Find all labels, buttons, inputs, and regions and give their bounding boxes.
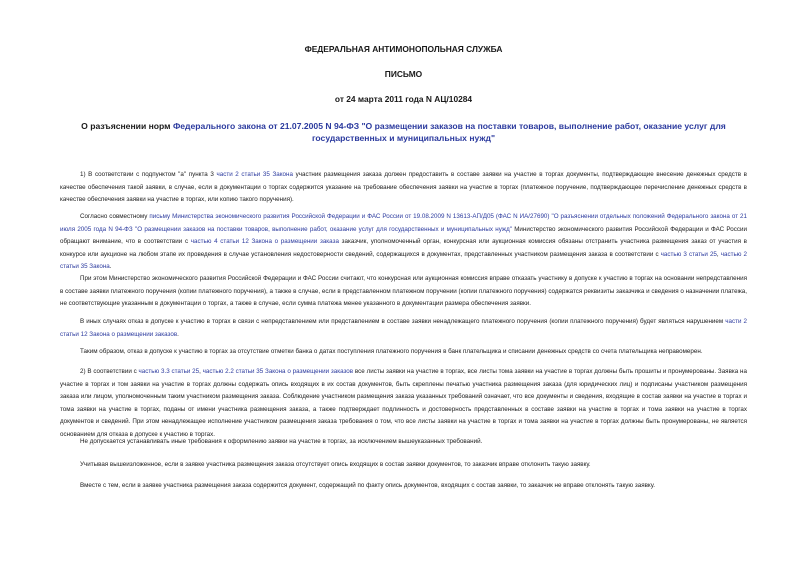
paragraph-7: Не допускается устанавливать иные требования к оформлению заявки на участие в торгах, за исключением вышеуказанных требований. bbox=[80, 438, 483, 445]
paragraph-1 bbox=[60, 169, 747, 207]
law-link[interactable]: части 2 статьи 12 Закона о размещении заказов bbox=[60, 318, 747, 338]
text: , bbox=[199, 368, 203, 375]
law-link[interactable]: частью 3.3 статьи 25 bbox=[138, 368, 200, 375]
law-link[interactable]: частью 2.2 статьи 35 Закона о размещении заказов bbox=[202, 368, 354, 375]
document-date-number: от 24 марта 2011 года N АЦ/10284 bbox=[334, 94, 473, 104]
agency-heading: ФЕДЕРАЛЬНАЯ АНТИМОНОПОЛЬНАЯ СЛУЖБА bbox=[304, 44, 503, 54]
paragraph-8: Учитывая вышеизложенное, если в заявке участника размещения заказа отсутствует опись входящих в состав заявки документов, то заказчик вправе отклонить такую заявку. bbox=[80, 461, 591, 468]
document-title bbox=[60, 120, 747, 144]
paragraph-3: При этом Министерство экономического развития Российской Федерации и ФАС России считают, что конкурсная или аукционная комиссия вправе отказать участнику в допуске к участию в торгах на основании непредставления в составе заявки платежного поручения (копии платежного поручения), а также в случае, если в представленном платежном поручении (копии платежного поручения) содержатся реквизиты заказчика и сведения о назначении платежа, не соответствующие указанным в документации о торгах, а также в случае, если сумма платежа менее указанного в документации размера обеспечения заявки. bbox=[60, 275, 747, 308]
paragraph-2 bbox=[60, 211, 747, 274]
law-link[interactable]: частью 2 статьи 35 Закона bbox=[60, 250, 747, 271]
title-law-link[interactable]: Федерального закона от 21.07.2005 N 94-ФЗ "О размещении заказов на поставки товаров, выполнение работ, оказание услуг для государственных и муниципальных нужд" bbox=[172, 121, 726, 143]
law-link[interactable]: части 2 статьи 35 Закона bbox=[216, 171, 293, 178]
text: . bbox=[177, 330, 179, 338]
title-prefix: О разъяснении норм bbox=[81, 121, 173, 131]
text: 1) В соответствии с подпунктом "а" пункта 3 bbox=[80, 171, 217, 178]
paragraph-6 bbox=[60, 366, 747, 442]
paragraph-4 bbox=[60, 316, 747, 341]
text: участник размещения заказа должен предоставить в составе заявки на участие в торгах документы, подтверждающие внесение денежных средств в качестве обеспечения такой заявки, в случае, если в документации о торгах содержится указание на требование обеспечения заявки на участие в торгах (платежное поручение, подтверждающее перечисление денежных средств в качестве обеспечения заявки на участие в торгах, или копию такого поручения). bbox=[60, 171, 747, 204]
paragraph-5: Таким образом, отказ в допуске к участию в торгах за отсутствие отметки банка о датах поступления платежного поручения в банк плательщика и списании денежных средств со счета плательщика неправомерен. bbox=[80, 348, 703, 355]
text: 2) В соответствии с bbox=[80, 368, 139, 375]
document-type: ПИСЬМО bbox=[384, 69, 423, 79]
text: . bbox=[109, 263, 112, 271]
law-link[interactable]: частью 4 статьи 12 Закона о размещении заказа bbox=[190, 238, 339, 246]
text: Министерство экономического развития Российской Федерации и ФАС России обращают внимание, что в соответствии с bbox=[60, 225, 747, 246]
text: все листы заявки на участие в торгах, все листы тома заявки на участие в торгах должны быть прошиты и пронумерованы. Заявка на участие в торгах и том заявки на участие в торгах должны содержать опись входящих в их состав документов, быть скреплены печатью участника размещения заказа (для юридических лиц) и подписаны участником размещения заказа или лицом, уполномоченным таким участником размещения заказа. Соблюдение участником размещения заказа указанных требований означает, что все документы и сведения, входящие в состав заявки на участие в торгах и тома заявки на участие в торгах, поданы от имени участника размещения заказа, а также подтверждает подлинность и достоверность представленных в составе заявки на участие в торгах и тома заявки на участие в торгах документов и сведений. При этом ненадлежащее исполнение участником размещения заказа требования о том, что все листы заявки на участие в торгах и тома заявки на участие в торгах должны быть пронумерованы, не является основанием для отказа в допуске к участию в торгах. bbox=[60, 368, 747, 438]
paragraph-9: Вместе с тем, если в заявке участника размещения заказа содержится документ, содержащий по факту опись документов, входящих с состав заявки, то заказчик не вправе отклонять такую заявку. bbox=[80, 482, 655, 489]
letter-link[interactable]: письму Министерства экономического развития Российской Федерации и ФАС России от 19.08.2009 N 13613-АП/Д05 (ФАС N ИА/27690) "О разъяснении отдельных положений Федерального закона от 21 июля 2005 года N 94-ФЗ "О размещении заказов на поставки товаров, выполнение работ, оказание услуг для государственных и муниципальных нужд" bbox=[60, 213, 747, 233]
law-link[interactable]: частью 3 статьи 25 bbox=[660, 250, 717, 258]
text: , bbox=[716, 250, 721, 258]
text: В иных случаях отказ в допуске к участию в торгах в связи с непредставлением или представлением в составе заявки ненадлежащего платежного поручения (копии платежного поручения) будет являться нарушением bbox=[80, 318, 726, 325]
text: Согласно совместному bbox=[80, 213, 150, 220]
text: заказчик, уполномоченный орган, конкурсная или аукционная комиссия обязаны отстранить участника размещения заказ от участия в конкурсе или аукционе на любом этапе их проведения в случае установления недостоверности сведений, содержащихся в документах, представленных участником размещения заказа в соответствии с bbox=[60, 238, 748, 258]
